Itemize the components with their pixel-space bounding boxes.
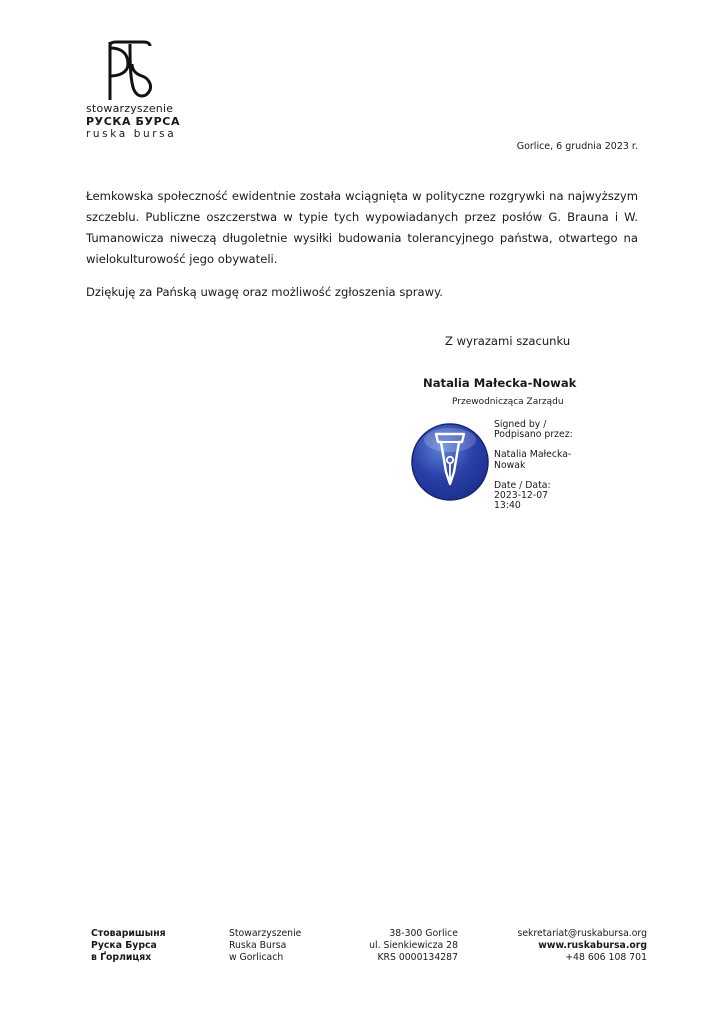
signed-by-label: Signed by / Podpisano przez: [494,419,573,441]
footer-website-link[interactable]: www.ruskabursa.org [538,940,647,952]
stamp-date-value: 2023-12-07 13:40 [494,490,549,512]
signatory-name: Natalia Małecka-Nowak [423,376,577,390]
footer-line: KRS 0000134287 [377,952,458,964]
footer-line: Руска Бурса [91,940,157,952]
footer-line: Ruska Bursa [229,940,287,952]
footer-address [360,928,458,965]
body-paragraph: Dziękuję za Pańską uwagę oraz możliwość zgłoszenia sprawy. [86,285,443,299]
footer-line: w Gorlicach [229,952,284,964]
organization-logo-monogram [104,40,154,102]
logo-text-cyrillic-name: РУСКА БУРСА [86,115,181,128]
closing-phrase: Z wyrazami szacunku [445,334,571,348]
footer-line: 38-300 Gorlice [389,928,458,939]
footer-line: Стоваришыня [91,928,166,939]
footer-line: в Ґорлицях [91,952,152,964]
stamp-date-label: Date / Data: [494,479,551,491]
footer-line: Stowarzyszenie [229,928,302,939]
footer-line: ul. Sienkiewicza 28 [369,940,458,952]
footer-email-link[interactable]: sekretariat@ruskabursa.org [517,928,647,939]
signatory-role: Przewodnicząca Zarządu [452,397,564,407]
letter-date: Gorlice, 6 grudnia 2023 r. [516,141,638,152]
letter-body [86,186,638,315]
footer-phone: +48 606 108 701 [565,952,647,964]
footer-cyrillic-name [91,928,166,965]
body-paragraph: Łemkowska społeczność ewidentnie została wciągnięta w polityczne rozgrywki na najwyższym szczeblu. Publiczne oszczerstwa w typie tych wypowiadanych przez posłów G. Brauna i W. Tumanowicza niweczą długoletnie wysiłki budowania tolerancyjnego państwa, otwartego na wielokulturowość jego obywateli. [86,189,638,266]
fountain-pen-nib-icon [410,422,490,502]
logo-text-latin-name: ruska bursa [86,128,177,140]
digital-signature-info [494,420,584,511]
footer-polish-name [229,928,301,965]
logo-text-stowarzyszenie: stowarzyszenie [86,102,174,115]
stamp-signer-name: Natalia Małecka- Nowak [494,449,572,471]
footer-contact [500,928,647,965]
